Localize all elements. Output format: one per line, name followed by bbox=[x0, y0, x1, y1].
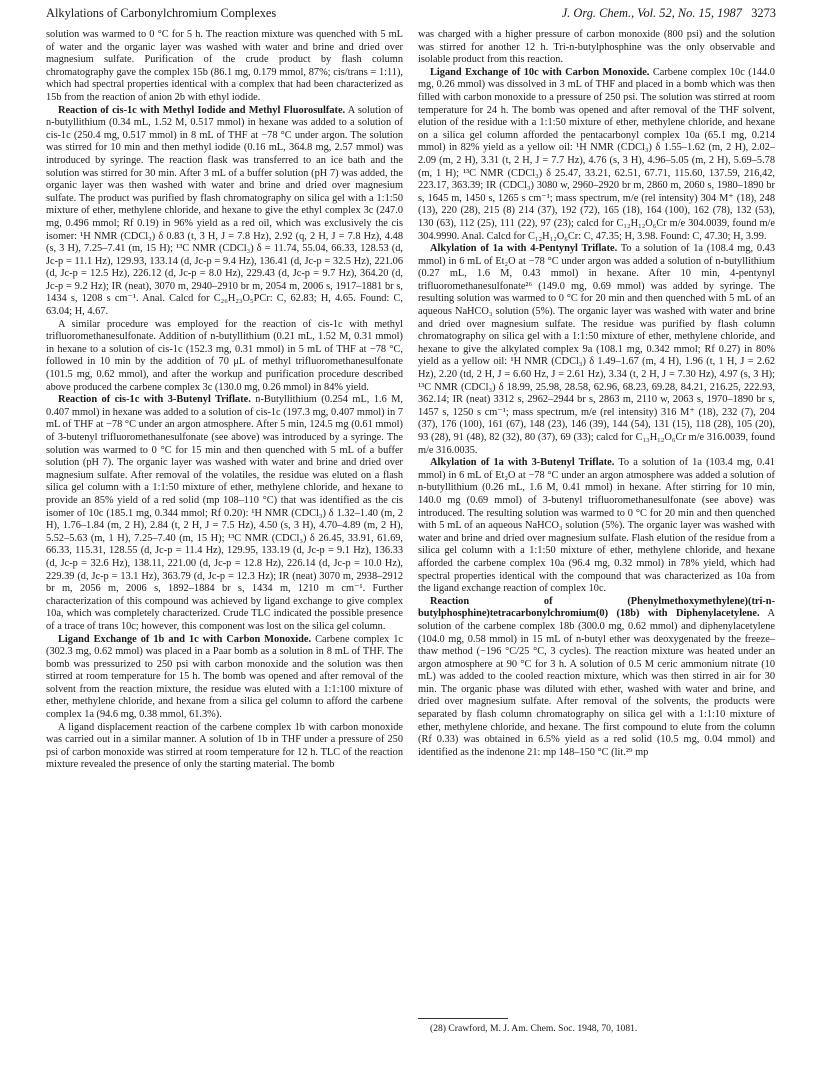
paragraph-text: A ligand displacement reaction of the carbene complex 1b with carbon monoxide was carried out in a similar manner. A solution of 1b in THF under a pressure of 250 psi of carbon monoxide was stirred at room temperature for 12 h. TLC of the reaction mixture revealed the presence of only the starting material. The bomb bbox=[46, 721, 403, 771]
paragraph bbox=[46, 722, 403, 772]
paragraph-text: Carbene complex 10c (144.0 mg, 0.26 mmol) was dissolved in 3 mL of THF and placed in a bomb which was then filled with carbon monoxide to a pressure of 250 psi. The solution was stirred at room temperature for 24 h. The bomb was opened and after removal of the THF solvent, elution of the residue with a 1:1:50 mixture of ether, methylene chloride, and hexane on a silica gel column afforded the pentacarbonyl complex 10a (65.1 mg, 0.214 mmol) in 82% yield as a yellow oil: ¹H NMR (CDCl₃) δ 1.55–1.62 (m, 2 H), 2.02–2.09 (m, 2 H), 3.31 (t, 2 H, J = 7.7 Hz), 4.76 (s, 3 H), 4.96–5.05 (m, 2 H), 5.69–5.78 (m, 1 H); ¹³C NMR (CDCl₃) δ 25.47, 33.21, 62.51, 67.71, 115.60, 137.59, 216,42, 223.17, 363.39; IR (CDCl₃) 3080 w, 2960–2920 br m, 2860 m, 2060 s, 1980–1890 br s, 1645 m, 1450 s, 1265 s cm⁻¹; mass spectrum, m/e (rel intensity) 304 M⁺ (18), 248 (13), 220 (28), 215 (8) 214 (37), 192 (72), 165 (18), 164 (100), 162 (78), 132 (53), 130 (63), 112 (25), 111 (22), 97 (23); calcd for C₁₂H₁₂O₆Cr m/e 304.0039, found m/e 304.9990. Anal. Calcd for C₁₂H₁₂O₆Cr: C, 47.35; H, 3.98. Found: C, 47.30; H, 3.99. bbox=[418, 66, 775, 242]
page-number: 3273 bbox=[751, 6, 776, 20]
left-column bbox=[46, 29, 403, 772]
paragraph-heading: Ligand Exchange of 10c with Carbon Monoxide. bbox=[430, 66, 650, 78]
right-column bbox=[418, 29, 775, 759]
paragraph bbox=[418, 457, 775, 596]
paragraph-text: To a solution of 1a (108.4 mg, 0.43 mmol) in 6 mL of Et₂O at −78 °C under argon was added a solution of n-butyllithium (0.27 mL, 1.6 M, 0.43 mmol) in hexane. After 10 min, 4-pentynyl trifluoromethanesulfonate²⁶ (149.0 mg, 0.69 mmol) was added by syringe. The resulting solution was warmed to 0 °C for 20 min and then quenched with 5 mL of an aqueous NaHCO₃ solution (5%). The organic layer was washed with water and brine and dried over magnesium sulfate. The residue was purified by flash column chromatography on silica gel with a 1:1:50 mixture of ether, methylene chloride, and hexane to give the alkylated complex 9a (108.1 mg, 0.342 mmol; Rf 0.27) in 80% yield as a yellow oil: ¹H NMR (CDCl₃) δ 1.49–1.67 (m, 4 H), 1.96 (t, 1 H, J = 2.62 Hz), 2.20 (td, 2 H, J = 6.60 Hz, J = 2.61 Hz), 3.34 (t, 2 H, J = 7.30 Hz), 4.97 (s, 3 H); ¹³C NMR (CDCl₃) δ 18.99, 25.98, 28.58, 62.96, 68.23, 69.28, 84.21, 216.25, 222.93, 362.14; IR (neat) 3312 s, 2962–2944 br s, 2863 m, 2110 w, 2063 s, 1970–1890 br s, 1457 s, 1250 s cm⁻¹; mass spectrum, m/e (rel intensity) 316 M⁺ (18), 232 (7), 204 (37), 176 (100), 161 (67), 148 (23), 146 (39), 144 (54), 131 (15), 118 (28), 105 (20), 93 (28), 91 (48), 82 (32), 80 (37), 69 (33); calcd for C₁₃H₁₂O₆Cr m/e 316.0039, found m/e 316.0035. bbox=[418, 243, 775, 456]
journal-citation bbox=[562, 6, 776, 21]
paragraph-heading: Alkylation of 1a with 3-Butenyl Triflate. bbox=[430, 457, 615, 469]
paragraph bbox=[46, 319, 403, 395]
paragraph-text: solution was warmed to 0 °C for 5 h. The reaction mixture was quenched with 5 mL of water and the organic layer was washed with water and brine and dried over magnesium sulfate. Purification of the crude product by flash column chromatography gave the complex 15b (86.1 mg, 0.179 mmol, 87%; cis/trans = 1:11), which had spectral properties identical with a complex that had been characterized as 15b from the reaction of anion 2b with ethyl iodide. bbox=[46, 29, 403, 103]
paragraph-text: was charged with a higher pressure of carbon monoxide (800 psi) and the solution was stirred for another 12 h. Tri-n-butylphosphine was the only observable and isolable product from this reaction. bbox=[418, 29, 775, 66]
footnote: (28) Crawford, M. J. Am. Chem. Soc. 1948, 70, 1081. bbox=[430, 1023, 638, 1034]
paragraph bbox=[418, 29, 775, 67]
paragraph-heading: Reaction of cis-1c with 3-Butenyl Triflate. bbox=[58, 394, 251, 406]
paragraph bbox=[46, 105, 403, 319]
paragraph-text: A similar procedure was employed for the reaction of cis-1c with methyl trifluoromethanesulfonate. Addition of n-butyllithium (0.21 mL, 1.52 M, 0.31 mmol) in hexane to a solution of cis-1c (152.3 mg, 0.31 mmol) in 5 mL of THF at −78 °C, followed in 10 min by the addition of 70 μL of methyl trifluoromethanesulfonate (101.5 mg, 0.62 mmol), and after the workup and purification procedure described above produced the carbene complex 3c (130.0 mg, 0.26 mmol) in 84% yield. bbox=[46, 318, 403, 393]
paragraph bbox=[46, 394, 403, 633]
paragraph-heading: Reaction of (Phenylmethoxymethylene)(tri-n-butylphosphine)tetracarbonylchromium(0) (18b) with Diphenylacetylene. bbox=[418, 595, 775, 620]
paragraph bbox=[46, 634, 403, 722]
running-title: Alkylations of Carbonylchromium Complexes bbox=[46, 6, 277, 20]
paragraph bbox=[418, 67, 775, 243]
paragraph-heading: Ligand Exchange of 1b and 1c with Carbon Monoxide. bbox=[58, 633, 312, 645]
paragraph-text: To a solution of 1a (103.4 mg, 0.41 mmol) in 6 mL of Et₂O at −78 °C under an argon atmosphere was added a solution of n-butyllithium (0.26 mL, 1.6 M, 0.41 mmol) in hexane. After stirring for 10 min, 140.0 mg (0.69 mmol) of 3-butenyl trifluoromethanesulfonate (see above) was introduced. The resulting solution was warmed to 0 °C for 20 min and then quenched with 5 mL of an aqueous NaHCO₃ solution (5%). The organic layer was washed with water and brine and dried over magnesium sulfate. Flash elution of the residue from a silica gel column with a 1:1:50 mixture of ether, methylene chloride, and hexane afforded the carbene complex 10a (96.4 mg, 0.32 mmol) in 78% yield, which had spectral properties identical with the compound that was characterized as 10a from the ligand exchange reaction of complex 10c. bbox=[418, 457, 775, 595]
journal-name: J. Org. Chem., Vol. 52, No. 15, 1987 bbox=[561, 6, 742, 20]
paragraph bbox=[46, 29, 403, 105]
paragraph-heading: Alkylation of 1a with 4-Pentynyl Triflate. bbox=[430, 243, 618, 255]
paragraph-heading: Reaction of cis-1c with Methyl Iodide and Methyl Fluorosulfate. bbox=[58, 104, 346, 116]
paragraph-text: n-Butyllithium (0.254 mL, 1.6 M, 0.407 mmol) in hexane was added to a solution of cis-1c (197.3 mg, 0.407 mmol) in 7 mL of THF at −78 °C under an argon atmosphere. After 5 min, 124.5 mg (0.61 mmol) of 3-butenyl trifluoromethanesulfonate (see above) was introduced by a syringe. The solution was warmed to 0 °C for 15 min and then quenched with 5 mL of a buffer solution (pH 7). The organic layer was washed with water and brine and dried over magnesium sulfate. After removal of the volatiles, the residue was eluted on a flash silica gel column with a 1:1:50 mixture of ether, methylene chloride, and hexane to provide an 85% yield of a red solid (mp 108–110 °C) that was identified as the cis isomer of 10c (185.1 mg, 0.344 mmol; Rf 0.20): ¹H NMR (CDCl₃) δ 1.32–1.40 (m, 2 H), 1.76–1.84 (m, 2 H), 2.84 (t, 2 H, J = 7.5 Hz), 4.50 (s, 3 H), 4.70–4.89 (m, 2 H), 5.52–5.63 (m, 1 H), 7.25–7.40 (m, 15 H); ¹³C NMR (CDCl₃) δ 26.45, 33.91, 61.69, 66.33, 115.31, 128.55 (d, Jc-p = 11.4 Hz), 129.95, 133.19 (d, Jc-p = 9.1 Hz), 136.33 (d, Jc-p = 32.6 Hz), 138.11, 221.00 (d, Jc-p = 12.8 Hz), 226.14 (d, Jc-p = 10.0 Hz), 229.39 (d, Jc-p = 13.1 Hz), 363.79 (d, Jc-p = 12.3 Hz); IR (neat) 3070 m, 2938–2912 br m, 2056 m, 2006 s, 1892–1884 br s, 1434 m, 1210 m cm⁻¹. Further characterization of this compound was achieved by ligand exchange to give complex 10a, which was completely characterized. Crude TLC indicated the possible presence of a trace of trans 10c; however, this component was lost on the silica gel column. bbox=[46, 394, 403, 632]
paragraph-text: Carbene complex 1c (302.3 mg, 0.62 mmol) was placed in a Paar bomb as a solution in 8 mL of THF. The bomb was pressurized to 250 psi with carbon monoxide and the solution was then stirred at room temperature for 15 h. The bomb was opened and after removal of the solvent from the reaction mixture, the residue was eluted with a 1:1:100 mixture of ether, methylene chloride, and hexane from a silica gel column to afford the carbene complex 1a (94.6 mg, 0.38 mmol, 61.3%). bbox=[46, 633, 403, 721]
paragraph bbox=[418, 596, 775, 760]
paragraph bbox=[418, 243, 775, 457]
paragraph-text: A solution of the carbene complex 18b (300.0 mg, 0.62 mmol) and diphenylacetylene (104.0 mg, 0.58 mmol) in 15 mL of n-butyl ether was deoxygenated by the freeze–thaw method (−196 °C/25 °C, 3 cycles). The reaction mixture was heated under an argon atmosphere at 90 °C for 3 h. A solution of 0.5 M ceric ammonium nitrate (10 mL) was added to the cooled reaction mixture, which was then stirred in air for 30 min. The organic phase was diluted with ether, washed with water and brine, and dried over magnesium sulfate. After removal of the solvents, the products were separated by flash column chromatography on silica gel with a 1:1:10 mixture of ether, methylene chloride, and hexane. The first compound to elute from the column (Rf 0.33) was obtained in 6.5% yield as a red solid (10.5 mg, 0.04 mmol) and identified as the indenone 21: mp 148–150 °C (lit.²⁹ mp bbox=[418, 608, 776, 758]
footnote-divider bbox=[418, 1018, 508, 1019]
paragraph-text: A solution of n-butyllithium (0.34 mL, 1.52 M, 0.517 mmol) in hexane was added to a solution of cis-1c (250.4 mg, 0.517 mmol) in 8 mL of THF at −78 °C under argon. The solution was stirred for 10 min and then methyl iodide (0.16 mL, 364.8 mg, 2.57 mmol) was introduced by syringe. The reaction flask was transferred to an ice bath and the solution was stirred for 30 min. After 3 mL of a buffer solution (pH 7) was added, the organic layer was then washed with water and brine and dried over magnesium sulfate. The product was purified by flash chromatography on silica gel with a 1:1:50 mixture of ether, methylene chloride, and hexane to give the ethyl complex 3c (247.0 mg, 0.496 mmol; Rf 0.19) in 96% yield as a red oil, which was exclusively the cis isomer: ¹H NMR (CDCl₃) δ 0.83 (t, 3 H, J = 7.8 Hz), 2.92 (q, 2 H, J = 7.8 Hz), 4.48 (s, 3 H), 7.25–7.41 (m, 15 H); ¹³C NMR (CDCl₃) δ = 11.74, 55.04, 66.33, 128.53 (d, Jc-p = 11.1 Hz), 129.93, 133.14 (d, Jc-p = 9.4 Hz), 136.41 (d, Jc-p = 32.5 Hz), 221.06 (d, Jc-p = 12.5 Hz), 226.12 (d, Jc-p = 8.0 Hz), 229.43 (d, Jc-p = 9.7 Hz), 364.20 (d, Jc-p = 9.2 Hz); IR (neat), 3070 m, 2940–2910 br m, 2054 m, 2006 s, 1917–1881 br s, 1434 s, 1208 s cm⁻¹. Anal. Calcd for C₂₆H₂₃O₅PCr: C, 62.83; H, 4.65. Found: C, 63.04; H, 4.67. bbox=[46, 104, 404, 318]
running-header bbox=[46, 6, 776, 26]
